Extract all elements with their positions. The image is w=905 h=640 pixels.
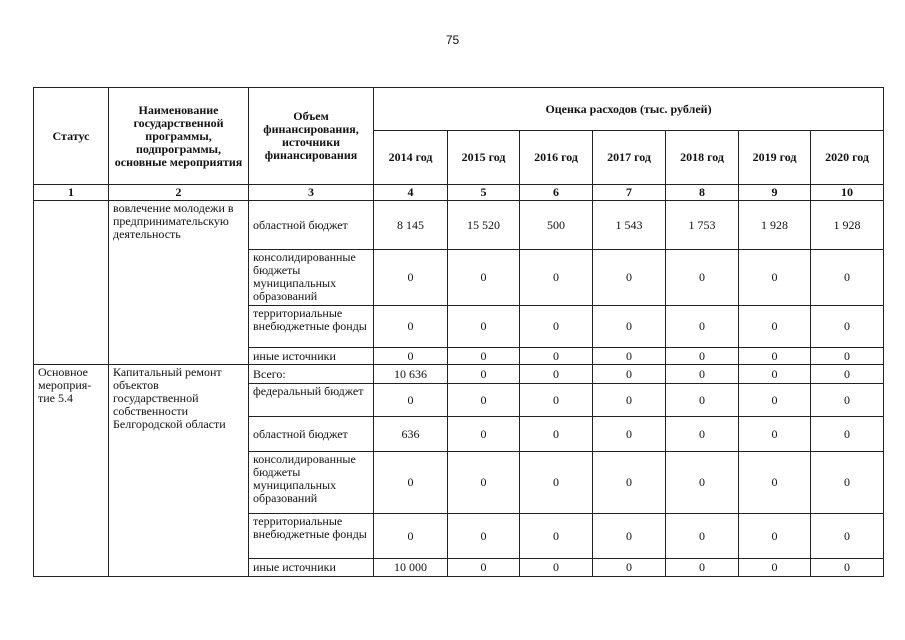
- column-number: 2: [109, 185, 249, 201]
- column-number: 8: [666, 185, 739, 201]
- amount-cell: 0: [739, 365, 811, 384]
- amount-cell: 0: [666, 348, 739, 365]
- amount-cell: 0: [593, 306, 666, 348]
- amount-cell: 0: [811, 250, 884, 306]
- amount-cell: 0: [593, 250, 666, 306]
- amount-cell: 0: [520, 250, 593, 306]
- amount-cell: 10 636: [374, 365, 448, 384]
- amount-cell: 0: [666, 365, 739, 384]
- header-financing-volume: Объем финансирования, источники финансирования: [249, 88, 374, 185]
- amount-cell: 8 145: [374, 201, 448, 250]
- amount-cell: 0: [811, 306, 884, 348]
- amount-cell: 0: [593, 514, 666, 559]
- funding-source: иные источники: [249, 348, 374, 365]
- amount-cell: 0: [666, 514, 739, 559]
- amount-cell: 0: [811, 559, 884, 577]
- amount-cell: 0: [666, 452, 739, 514]
- amount-cell: 0: [448, 417, 520, 452]
- amount-cell: 0: [448, 384, 520, 417]
- amount-cell: 0: [593, 348, 666, 365]
- amount-cell: 0: [666, 559, 739, 577]
- header-year: 2019 год: [739, 131, 811, 185]
- amount-cell: 1 753: [666, 201, 739, 250]
- amount-cell: 0: [448, 559, 520, 577]
- amount-cell: 1 543: [593, 201, 666, 250]
- program-name-cell: вовлечение молодежи в предпринимательскую деятельность: [109, 201, 249, 365]
- amount-cell: 0: [739, 348, 811, 365]
- amount-cell: 0: [666, 250, 739, 306]
- amount-cell: 0: [666, 417, 739, 452]
- amount-cell: 0: [448, 306, 520, 348]
- amount-cell: 0: [811, 365, 884, 384]
- amount-cell: 0: [739, 452, 811, 514]
- funding-source: иные источники: [249, 559, 374, 577]
- amount-cell: 0: [739, 514, 811, 559]
- budget-table: [33, 87, 884, 577]
- amount-cell: 0: [520, 384, 593, 417]
- amount-cell: 0: [520, 559, 593, 577]
- funding-source: территориальные внебюджетные фонды: [249, 514, 374, 559]
- amount-cell: 0: [448, 348, 520, 365]
- column-number: 10: [811, 185, 884, 201]
- program-name-cell: Капитальный ремонт объектов государственной собственности Белгородской области: [109, 365, 249, 577]
- header-year: 2017 год: [593, 131, 666, 185]
- funding-source: консолидированные бюджеты муниципальных образований: [249, 250, 374, 306]
- amount-cell: 0: [593, 452, 666, 514]
- amount-cell: 1 928: [811, 201, 884, 250]
- funding-source: территориальные внебюджетные фонды: [249, 306, 374, 348]
- amount-cell: 10 000: [374, 559, 448, 577]
- amount-cell: 0: [811, 348, 884, 365]
- column-number: 9: [739, 185, 811, 201]
- amount-cell: 0: [666, 306, 739, 348]
- header-expense-estimate: Оценка расходов (тыс. рублей): [374, 88, 884, 131]
- funding-source: консолидированные бюджеты муниципальных образований: [249, 452, 374, 514]
- amount-cell: 0: [374, 384, 448, 417]
- amount-cell: 0: [593, 384, 666, 417]
- amount-cell: 0: [520, 452, 593, 514]
- amount-cell: 0: [374, 348, 448, 365]
- amount-cell: 0: [520, 417, 593, 452]
- funding-source: областной бюджет: [249, 201, 374, 250]
- amount-cell: 0: [520, 306, 593, 348]
- status-cell: [34, 201, 109, 365]
- header-status: Статус: [34, 88, 109, 185]
- funding-source: федеральный бюджет: [249, 384, 374, 417]
- amount-cell: 0: [593, 559, 666, 577]
- amount-cell: 1 928: [739, 201, 811, 250]
- amount-cell: 15 520: [448, 201, 520, 250]
- amount-cell: 0: [811, 384, 884, 417]
- table-row: [34, 365, 884, 384]
- amount-cell: 0: [593, 365, 666, 384]
- amount-cell: 0: [374, 452, 448, 514]
- column-number: 6: [520, 185, 593, 201]
- header-year: 2015 год: [448, 131, 520, 185]
- amount-cell: 0: [739, 250, 811, 306]
- funding-source: областной бюджет: [249, 417, 374, 452]
- column-number: 5: [448, 185, 520, 201]
- amount-cell: 0: [448, 250, 520, 306]
- amount-cell: 0: [520, 514, 593, 559]
- table-row: [34, 201, 884, 250]
- column-number: 7: [593, 185, 666, 201]
- amount-cell: 0: [739, 417, 811, 452]
- amount-cell: 0: [520, 348, 593, 365]
- header-program-name: Наименование государственной программы, подпрограммы, основные мероприятия: [109, 88, 249, 185]
- amount-cell: 0: [739, 306, 811, 348]
- header-year: 2014 год: [374, 131, 448, 185]
- amount-cell: 0: [811, 514, 884, 559]
- funding-source: Всего:: [249, 365, 374, 384]
- amount-cell: 0: [448, 365, 520, 384]
- page-number: 75: [445, 33, 460, 47]
- header-year: 2018 год: [666, 131, 739, 185]
- amount-cell: 0: [448, 452, 520, 514]
- amount-cell: 636: [374, 417, 448, 452]
- amount-cell: 0: [520, 365, 593, 384]
- amount-cell: 500: [520, 201, 593, 250]
- amount-cell: 0: [593, 417, 666, 452]
- column-number: 3: [249, 185, 374, 201]
- amount-cell: 0: [374, 250, 448, 306]
- header-year: 2020 год: [811, 131, 884, 185]
- amount-cell: 0: [811, 452, 884, 514]
- amount-cell: 0: [448, 514, 520, 559]
- column-number: 4: [374, 185, 448, 201]
- amount-cell: 0: [374, 306, 448, 348]
- status-cell: Основное мероприя-тие 5.4: [34, 365, 109, 577]
- amount-cell: 0: [811, 417, 884, 452]
- amount-cell: 0: [666, 384, 739, 417]
- amount-cell: 0: [739, 384, 811, 417]
- amount-cell: 0: [374, 514, 448, 559]
- column-number: 1: [34, 185, 109, 201]
- header-year: 2016 год: [520, 131, 593, 185]
- amount-cell: 0: [739, 559, 811, 577]
